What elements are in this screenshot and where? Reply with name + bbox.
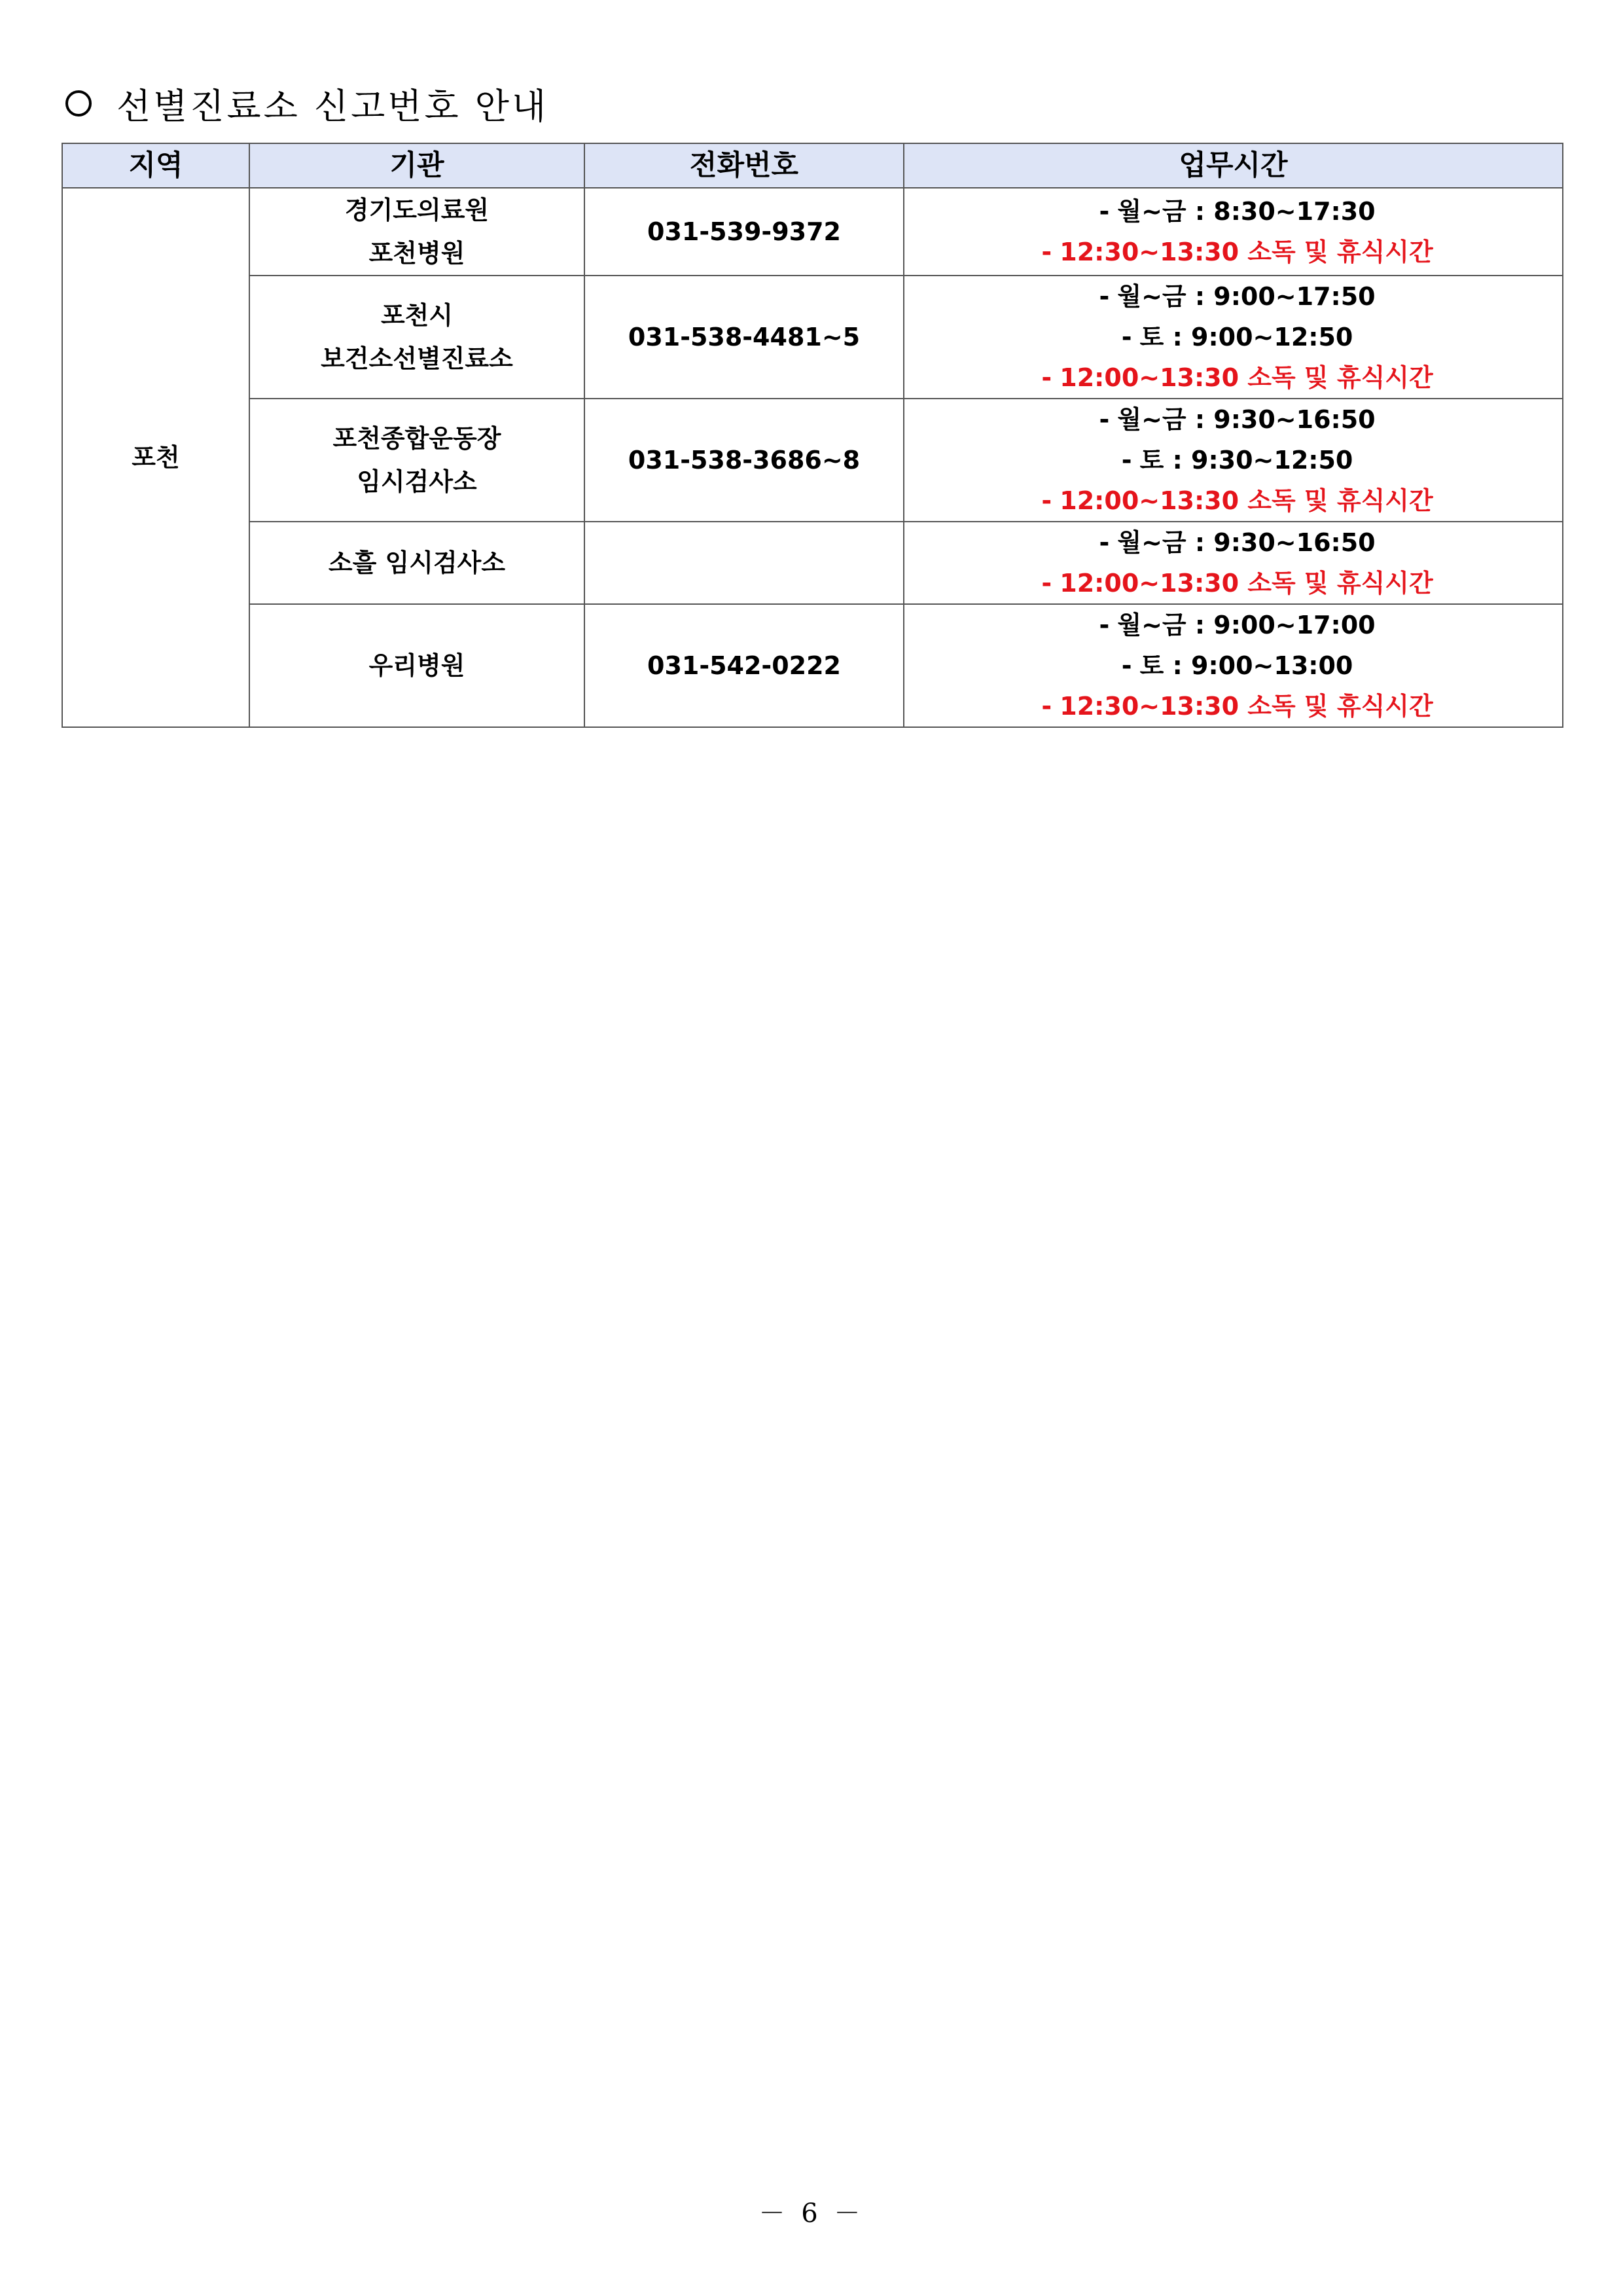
dash-marker: -	[1099, 197, 1110, 226]
agency-name-line: 포천시	[380, 301, 454, 330]
page-number: － 6 －	[758, 2198, 865, 2229]
agency-name-line: 임시검사소	[357, 467, 477, 496]
agency-name-line: 포천병원	[368, 239, 465, 268]
header-agency: 기관	[249, 143, 584, 188]
hours-line	[904, 276, 1562, 317]
table-row	[62, 276, 1563, 399]
dash-marker: -	[1041, 569, 1052, 598]
phone-cell: 031-538-4481~5	[584, 276, 904, 399]
hours-text: 12:30~13:30 소독 및 휴식시간	[1060, 692, 1433, 721]
break-time-line	[904, 686, 1562, 726]
agency-name-line: 보건소선별진료소	[321, 344, 513, 373]
hours-text: 월~금 : 9:00~17:50	[1117, 282, 1376, 311]
dash-marker: -	[1099, 611, 1110, 639]
hours-cell	[904, 522, 1563, 604]
hours-line	[904, 522, 1562, 563]
dash-marker: -	[1121, 323, 1132, 351]
agency-cell	[249, 188, 584, 276]
dash-marker: -	[1121, 446, 1132, 475]
agency-name-line: 소흘 임시검사소	[328, 548, 506, 577]
hours-text: 12:30~13:30 소독 및 휴식시간	[1060, 238, 1433, 266]
dash-marker: -	[1041, 692, 1052, 721]
dash-marker: -	[1041, 363, 1052, 392]
hours-line	[904, 645, 1562, 686]
hours-line	[904, 440, 1562, 480]
screening-clinic-table	[62, 143, 1563, 728]
break-time-line	[904, 480, 1562, 521]
header-region: 지역	[62, 143, 249, 188]
break-time-line	[904, 357, 1562, 398]
hours-cell	[904, 188, 1563, 276]
table-row	[62, 604, 1563, 727]
table-row	[62, 188, 1563, 276]
dash-marker: -	[1099, 405, 1110, 434]
hours-line	[904, 317, 1562, 357]
break-time-line	[904, 232, 1562, 272]
hours-line	[904, 605, 1562, 645]
agency-cell	[249, 604, 584, 727]
hours-text: 월~금 : 9:30~16:50	[1117, 528, 1376, 557]
hours-text: 12:00~13:30 소독 및 휴식시간	[1060, 486, 1433, 515]
phone-cell	[584, 522, 904, 604]
header-hours: 업무시간	[904, 143, 1563, 188]
phone-cell: 031-542-0222	[584, 604, 904, 727]
phone-cell: 031-539-9372	[584, 188, 904, 276]
header-phone: 전화번호	[584, 143, 904, 188]
hours-cell	[904, 399, 1563, 522]
circle-bullet-icon	[65, 90, 92, 117]
agency-name-line: 우리병원	[368, 651, 465, 680]
hours-text: 12:00~13:30 소독 및 휴식시간	[1060, 569, 1433, 598]
break-time-line	[904, 563, 1562, 603]
hours-text: 월~금 : 9:00~17:00	[1117, 611, 1376, 639]
hours-cell	[904, 276, 1563, 399]
hours-text: 월~금 : 9:30~16:50	[1117, 405, 1376, 434]
phone-cell: 031-538-3686~8	[584, 399, 904, 522]
dash-marker: -	[1041, 238, 1052, 266]
region-cell: 포천	[62, 188, 249, 727]
hours-line	[904, 191, 1562, 232]
hours-text: 월~금 : 8:30~17:30	[1117, 197, 1376, 226]
table-body	[62, 188, 1563, 727]
dash-marker: -	[1099, 282, 1110, 311]
hours-text: 토 : 9:00~13:00	[1139, 651, 1353, 680]
page-title: 선별진료소 신고번호 안내	[116, 85, 549, 127]
table-row	[62, 399, 1563, 522]
hours-text: 12:00~13:30 소독 및 휴식시간	[1060, 363, 1433, 392]
agency-name-line: 경기도의료원	[344, 196, 490, 224]
page-heading	[65, 77, 548, 130]
hours-text: 토 : 9:30~12:50	[1139, 446, 1353, 475]
hours-cell	[904, 604, 1563, 727]
agency-cell	[249, 276, 584, 399]
hours-line	[904, 399, 1562, 440]
dash-marker: -	[1121, 651, 1132, 680]
hours-text: 토 : 9:00~12:50	[1139, 323, 1353, 351]
agency-name-line: 포천종합운동장	[332, 424, 501, 453]
table-row	[62, 522, 1563, 604]
agency-cell	[249, 522, 584, 604]
agency-cell	[249, 399, 584, 522]
table-header-row	[62, 143, 1563, 188]
dash-marker: -	[1041, 486, 1052, 515]
dash-marker: -	[1099, 528, 1110, 557]
